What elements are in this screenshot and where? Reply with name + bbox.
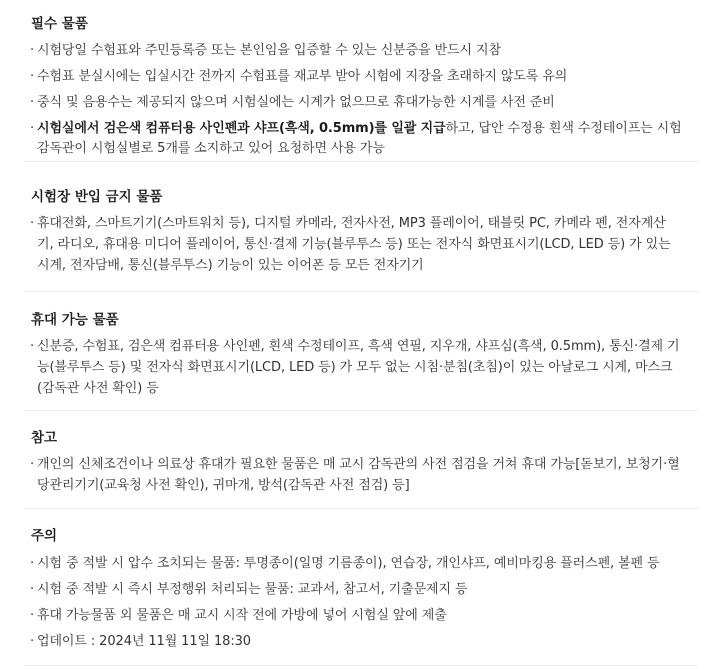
list-item-text — [37, 119, 698, 139]
list-item-text-continued: (감독관 사전 확인) 등 — [37, 381, 159, 396]
bullet: · — [30, 43, 35, 58]
list-item — [24, 606, 698, 626]
list-item-text: 시험당일 수험표와 주민등록증 또는 본인임을 입증할 수 있는 신분증을 반드시 지참 — [37, 43, 501, 58]
bullet: · — [30, 69, 35, 84]
section-reference — [24, 411, 698, 509]
list-item-text: 중식 및 음용수는 제공되지 않으며 시험실에는 시계가 없으므로 휴대가능한 시계를 사전 준비 — [37, 95, 555, 110]
list-item-text-continued: 기, 라디오, 휴대용 미디어 플레이어, 통신·결제 기능(블루투스 등) 또는 전자식 화면표시기(LCD, LED 등) 가 있는 — [37, 237, 671, 252]
list-item — [24, 67, 698, 87]
list-item-text-rest: 하고, 답안 수정용 흰색 수정테이프는 시험 — [445, 121, 682, 136]
list-item-text: 휴대 가능물품 외 물품은 매 교시 시작 전에 가방에 넣어 시험실 앞에 제출 — [37, 608, 447, 623]
bullet: · — [30, 634, 35, 649]
list-item — [24, 580, 698, 600]
bullet: · — [30, 121, 35, 136]
list-item-text-continued: 당관리기기(교육청 사전 확인), 귀마개, 방석(감독관 사전 점검) 등] — [37, 478, 410, 493]
bold-text: 시험실에서 검은색 컴퓨터용 사인펜과 샤프(흑색, 0.5mm)를 일괄 지급 — [37, 121, 446, 136]
section-title: 시험장 반입 금지 물품 — [31, 189, 163, 205]
bullet: · — [30, 582, 35, 597]
list-item — [24, 93, 698, 113]
section-title: 휴대 가능 물품 — [31, 312, 119, 328]
list-item — [24, 41, 698, 61]
bullet: · — [30, 556, 35, 571]
bullet: · — [30, 95, 35, 110]
bullet: · — [30, 608, 35, 623]
list-item-text-continued: 시계, 전자담배, 통신(블루투스) 기능이 있는 이어폰 등 모든 전자기기 — [37, 258, 424, 273]
section-prohibited-items — [24, 162, 698, 292]
section-caution — [24, 509, 698, 666]
list-item — [24, 213, 698, 276]
section-required-items — [24, 0, 698, 162]
list-item-text-continued: 능(블루투스 등) 및 전자식 화면표시기(LCD, LED 등) 가 모두 없는 시침·분침(초침)이 있는 아날로그 시계, 마스크 — [37, 360, 673, 375]
list-item — [24, 454, 698, 496]
list-item-text: 휴대전화, 스마트기기(스마트워치 등), 디지털 카메라, 전자사전, MP3 플레이어, 태블릿 PC, 카메라 펜, 전자계산 — [37, 216, 666, 231]
section-title: 필수 물품 — [31, 16, 88, 32]
update-timestamp — [24, 632, 698, 652]
list-item-text: 시험 중 적발 시 압수 조치되는 물품: 투명종이(일명 기름종이), 연습장, 개인샤프, 예비마킹용 플러스펜, 볼펜 등 — [37, 556, 660, 571]
bullet: · — [30, 457, 35, 472]
section-allowed-items — [24, 292, 698, 411]
list-item — [24, 554, 698, 574]
section-title: 주의 — [31, 528, 58, 544]
list-item-text: 개인의 신체조건이나 의료상 휴대가 필요한 물품은 매 교시 감독관의 사전 점검을 거쳐 휴대 가능[돋보기, 보청기·혈 — [37, 457, 680, 472]
list-item-text: 업데이트 : 2024년 11월 11일 18:30 — [37, 634, 251, 649]
list-item — [24, 119, 698, 159]
list-item-text: 시험 중 적발 시 즉시 부정행위 처리되는 물품: 교과서, 참고서, 기출문제지 등 — [37, 582, 468, 597]
list-item — [24, 336, 698, 399]
section-title: 참고 — [31, 430, 58, 446]
list-item-text: 수험표 분실시에는 입실시간 전까지 수험표를 재교부 받아 시험에 지장을 초래하지 않도록 유의 — [37, 69, 568, 84]
list-item-text: 신분증, 수험표, 검은색 컴퓨터용 사인펜, 흰색 수정테이프, 흑색 연필, 지우개, 샤프심(흑색, 0.5mm), 통신·결제 기 — [37, 339, 680, 354]
bullet: · — [30, 339, 35, 354]
list-item-text-continued: 감독관이 시험실별로 5개를 소지하고 있어 요청하면 사용 가능 — [37, 141, 385, 156]
bullet: · — [30, 216, 35, 231]
